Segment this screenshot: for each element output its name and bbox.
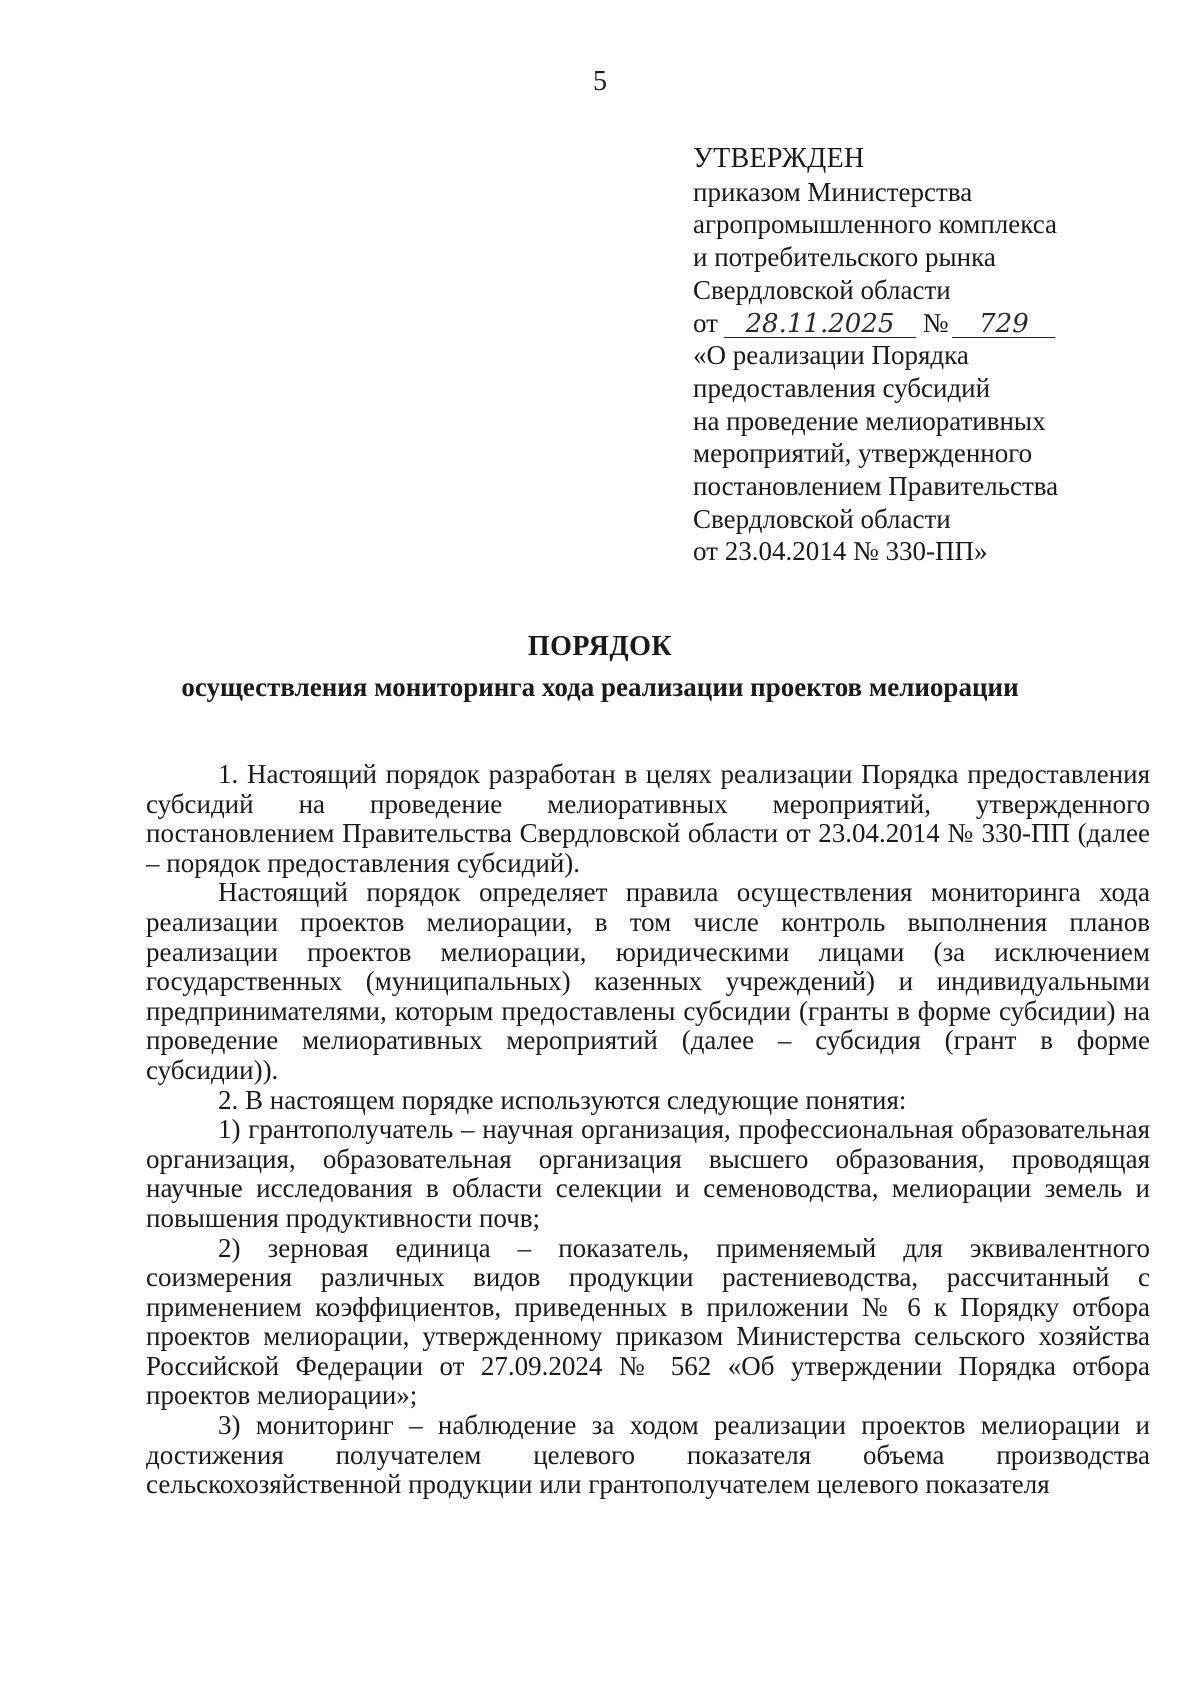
subject-line: постановлением Правительства <box>693 471 1059 502</box>
subject-line: «О реализации Порядка <box>693 340 969 371</box>
title-main: ПОРЯДОК <box>527 631 673 662</box>
paragraph: 2. В настоящем порядке используются следующие понятия: <box>218 1084 907 1115</box>
approval-stamp-block <box>693 143 1153 568</box>
subject-line: на проведение мелиоративных <box>693 405 1046 436</box>
subject-line: предоставления субсидий <box>693 372 991 403</box>
paragraph: Настоящий порядок определяет правила осуществления мониторинга хода реализации проектов мелиорации, в том числе контроль выполнения планов реализации проектов мелиорации, юридическими лицами (за исключением государственных (муниципальных) казенных учреждений) и индивидуальными предпринимателями, которым предоставлены субсидии (гранты в форме субсидии) на проведение мелиоративных мероприятий (далее – субсидия (грант в форме субсидии)). <box>146 877 1150 1085</box>
document-title <box>0 630 1200 704</box>
paragraph: 2) зерновая единица – показатель, применяемый для эквивалентного соизмерения различных видов продукции растениеводства, рассчитанный с применением коэффициентов, приведенных в приложении № 6 к Порядку отбора проектов мелиорации, утвержденному приказом Министерства сельского хозяйства Российской Федерации от 27.09.2024 № 562 «Об утверждении Порядка отбора проектов мелиорации»; <box>146 1232 1150 1411</box>
handwritten-number: 729 <box>952 311 1055 338</box>
approval-line: агропромышленного комплекса <box>693 209 1057 240</box>
document-body <box>146 760 1150 1500</box>
subject-line: Свердловской области <box>693 503 951 534</box>
paragraph: 1) грантополучатель – научная организация, профессиональная образовательная организация, образовательная организация высшего образования, проводящая научные исследования в области селекции и семеноводства, мелиорации земель и повышения продуктивности почв; <box>146 1114 1150 1233</box>
date-prefix: от <box>693 307 718 338</box>
number-prefix: № <box>922 307 949 338</box>
handwritten-date: 28.11.2025 <box>724 311 916 338</box>
paragraph: 3) мониторинг – наблюдение за ходом реализации проектов мелиорации и достижения получателем целевого показателя объема производства сельскохозяйственной продукции или грантополучателем целевого показателя <box>146 1410 1150 1500</box>
approval-line: Свердловской области <box>693 274 951 305</box>
approval-line: приказом Министерства <box>693 176 973 207</box>
approval-date-number-line <box>693 307 1153 340</box>
paragraph: 1. Настоящий порядок разработан в целях реализации Порядка предоставления субсидий на проведение мелиоративных мероприятий, утвержденного постановлением Правительства Свердловской области от 23.04.2014 № 330-ПП (далее – порядок предоставления субсидий). <box>146 759 1150 878</box>
approval-line: и потребительского рынка <box>693 242 996 273</box>
page-number: 5 <box>593 66 607 97</box>
title-subtitle: осуществления мониторинга хода реализации проектов мелиорации <box>181 672 1019 702</box>
subject-line: от 23.04.2014 № 330-ПП» <box>693 536 988 567</box>
approval-heading: УТВЕРЖДЕН <box>693 143 865 174</box>
subject-line: мероприятий, утвержденного <box>693 438 1033 469</box>
